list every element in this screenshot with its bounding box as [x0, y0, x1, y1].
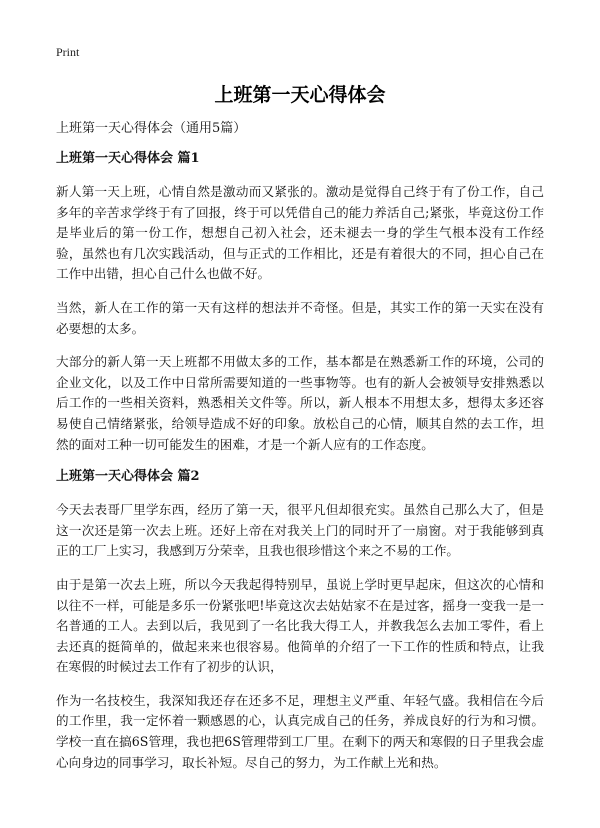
section-1: [56, 150, 544, 455]
section-heading: 上班第一天心得体会 篇1: [56, 151, 200, 166]
document-body: [56, 120, 544, 786]
paragraph: 由于是第一次去上班，所以今天我起得特别早，虽说上学时更早起床，但这次的心情和以往不一样，可能是多乐一份紧张吧!毕竟这次去姑姑家不在是过客，摇身一变我一是一名普通的工人。去到以后，我见到了一名比我大得工人，并教我怎么去加工零件，看上去还真的挺简单的，做起来来也很容易。他简单的介绍了一下工作的性质和特点，让我在寒假的时候过去工作有了初步的认识，: [56, 576, 544, 675]
page-title: 上班第一天心得体会: [214, 84, 386, 106]
section-heading: 上班第一天心得体会 篇2: [56, 469, 200, 485]
print-link[interactable]: Print: [56, 45, 80, 59]
paragraph: 作为一名技校生，我深知我还存在还多不足，理想主义严重、年轻气盛。我相信在今后的工作里，我一定怀着一颗感恩的心，认真完成自己的任务，养成良好的行为和习惯。学校一直在搞6S管理，我也把6S管理带到工厂里。在剩下的两天和寒假的日子里我会虚心向身边的同事学习，取长补短。尽自己的努力，为工作献上光和热。: [56, 692, 544, 770]
paragraph: 今天去表哥厂里学东西，经历了第一天，很平凡但却很充实。虽然自己那么大了，但是这一次还是第一次去上班。还好上帝在对我关上门的同时开了一扇窗。对于我能够到真正的工厂上实习，我感到万分荣幸，且我也很珍惜这个来之不易的工作。: [56, 502, 544, 559]
section-2: [56, 468, 544, 773]
document-subtitle: 上班第一天心得体会（通用5篇）: [56, 121, 247, 136]
paragraph: 当然，新人在工作的第一天有这样的想法并不奇怪。但是，其实工作的第一天实在没有必要想的太多。: [56, 299, 544, 336]
paragraph: 新人第一天上班，心情自然是激动而又紧张的。激动是觉得自己终于有了份工作，自己多年的辛苦求学终于有了回报，终于可以凭借自己的能力养活自己;紧张，毕竟这份工作是毕业后的第一份工作，想想自己初入社会，还未褪去一身的学生气根本没有工作经验，虽然也有几次实践活动，但与正式的工作相比，还是有着很大的不同，担心自己在工作中出错，担心自己什么也做不好。: [56, 184, 544, 282]
paragraph: 大部分的新人第一天上班都不用做太多的工作，基本都是在熟悉新工作的环境，公司的企业文化，以及工作中日常所需要知道的一些事物等。也有的新人会被领导安排熟悉以后工作的一些相关资料，熟悉相关文件等。所以，新人根本不用想太多，想得太多还容易使自己情绪紧张，给领导造成不好的印象。放松自己的心情，顺其自然的去工作，坦然的面对工种一切可能发生的困难，才是一个新人应有的工作态度。: [56, 354, 544, 452]
